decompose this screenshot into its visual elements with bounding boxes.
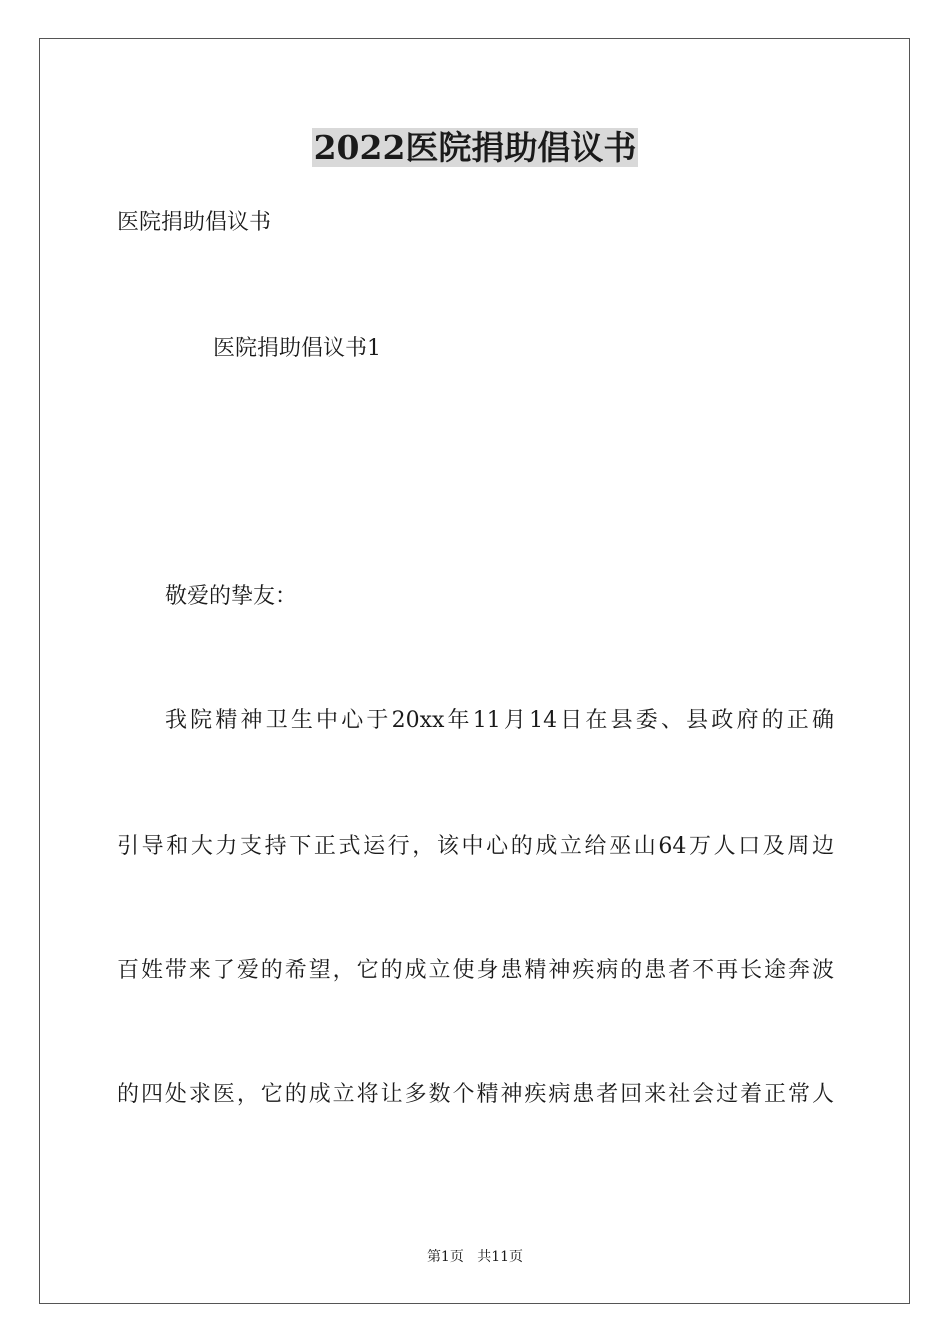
body-line: 引导和大力支持下正式运行，该中心的成立给巫山64万人口及周边 (117, 834, 834, 859)
section-heading: 医院捐助倡议书1 (213, 336, 381, 361)
body-line: 的四处求医，它的成立将让多数个精神疾病患者回来社会过着正常人 (117, 1082, 834, 1107)
document-title-text: 2022医院捐助倡议书 (313, 128, 637, 167)
page-number: 第1页 (426, 1249, 464, 1265)
body-line: 百姓带来了爱的希望，它的成立使身患精神疾病的患者不再长途奔波 (117, 958, 834, 983)
document-title (0, 126, 950, 170)
body-line: 我院精神卫生中心于20xx年11月14日在县委、县政府的正确 (165, 708, 834, 733)
page-footer (0, 1247, 950, 1267)
document-subtitle: 医院捐助倡议书 (117, 210, 272, 235)
salutation: 敬爱的挚友： (165, 584, 298, 609)
page-total: 共11页 (477, 1249, 524, 1265)
